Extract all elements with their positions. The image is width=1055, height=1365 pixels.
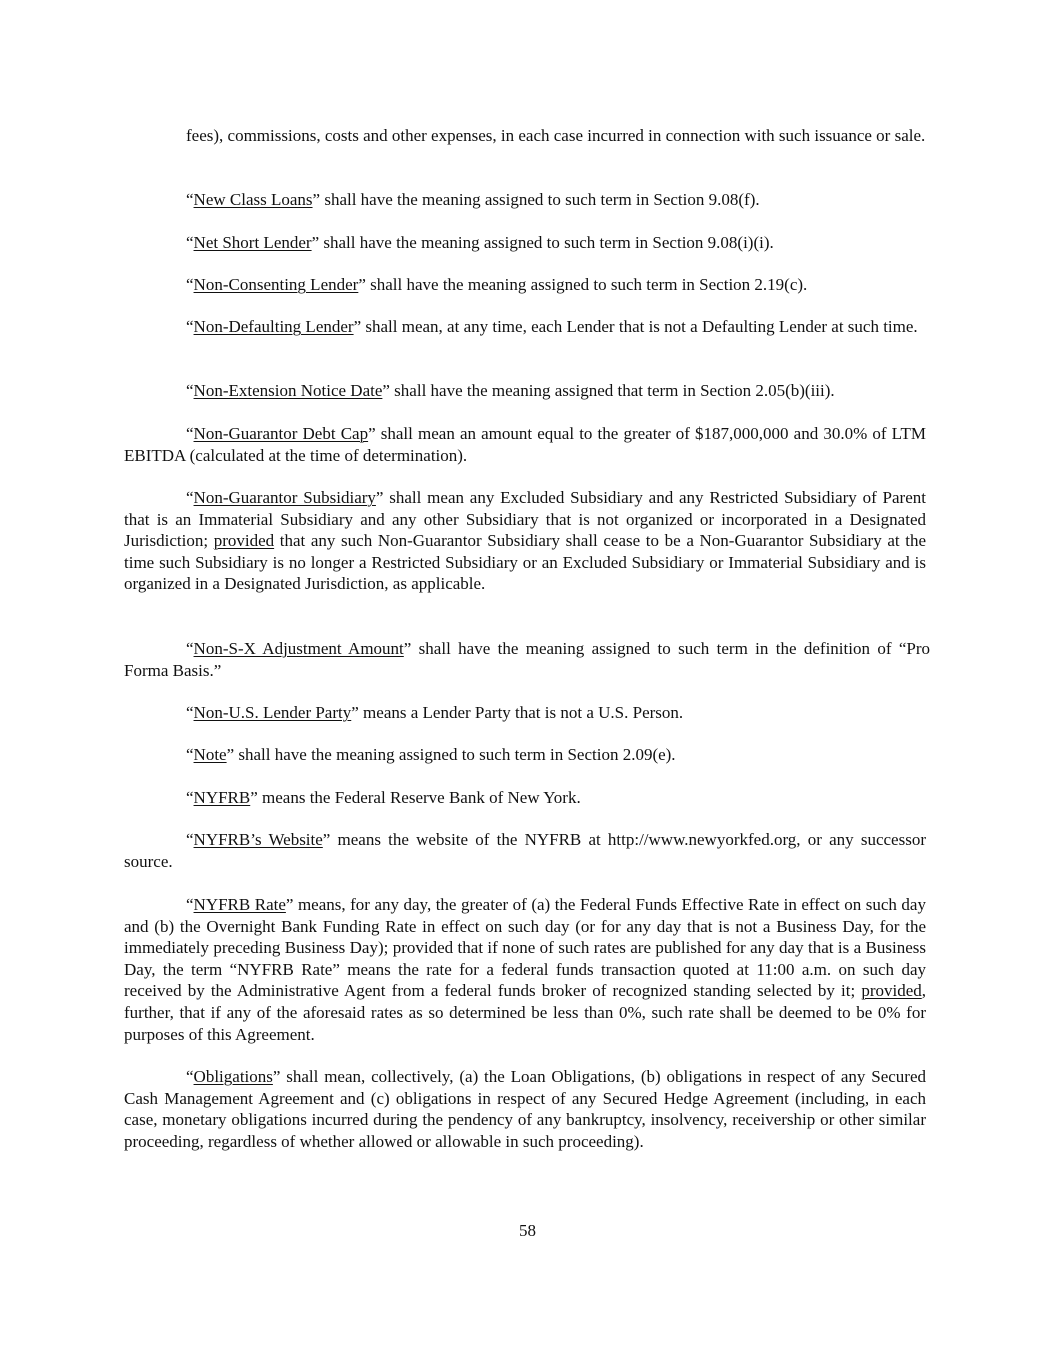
defined-term: Non-S-X Adjustment Amount	[193, 639, 404, 658]
page-number: 58	[519, 1221, 536, 1240]
defined-term: Non-U.S. Lender Party	[193, 703, 352, 722]
defined-term: Non-Defaulting Lender	[193, 317, 354, 336]
defined-term: Net Short Lender	[193, 233, 312, 252]
definition-non-us-lender-party: “Non-U.S. Lender Party” means a Lender Party that is not a U.S. Person.	[186, 703, 684, 722]
defined-term: Non-Guarantor Debt Cap	[193, 424, 369, 443]
defined-term: Non-Consenting Lender	[193, 275, 359, 294]
definition-nyfrb: “NYFRB” means the Federal Reserve Bank of New York.	[186, 788, 581, 807]
definition-nyfrb-rate: “NYFRB Rate” means, for any day, the greater of (a) the Federal Funds Effective Rate in effect on such day and (b) the Overnight Bank Funding Rate in effect on such day (or for any day that is not a Business Day, for the immediately preceding Business Day); provided that if none of such rates are published for any day that is a Business Day, the term “NYFRB Rate” means the rate for a federal funds transaction quoted at 11:00 a.m. on such day received by the Administrative Agent from a federal funds broker of recognized standing selected by it; provided, further, that if any of the aforesaid rates as so determined be less than 0%, such rate shall be deemed to be 0% for purposes of this Agreement.	[124, 895, 926, 1044]
provided-term: provided	[213, 531, 275, 551]
definition-obligations: “Obligations” shall mean, collectively, (a) the Loan Obligations, (b) obligations in respect of any Secured Cash Management Agreement and (c) obligations in respect of any Secured Hedge Agreement (including, in each case, monetary obligations incurred during the pendency of any bankruptcy, insolvency, receivership or other similar proceeding, regardless of whether allowed or allowable in such proceeding).	[124, 1067, 926, 1151]
defined-term: Non-Guarantor Subsidiary	[193, 488, 376, 507]
defined-term: NYFRB	[193, 788, 251, 807]
defined-term: Non-Extension Notice Date	[193, 381, 383, 400]
definition-non-extension-notice-date: “Non-Extension Notice Date” shall have the meaning assigned that term in Section 2.05(b)(iii).	[186, 381, 835, 400]
provided-term: provided	[861, 981, 922, 1001]
defined-term: Obligations	[193, 1067, 273, 1086]
definition-note: “Note” shall have the meaning assigned to such term in Section 2.09(e).	[186, 745, 676, 764]
definition-net-short-lender: “Net Short Lender” shall have the meaning assigned to such term in Section 9.08(i)(i).	[186, 233, 774, 252]
definition-non-consenting-lender: “Non-Consenting Lender” shall have the meaning assigned to such term in Section 2.19(c).	[186, 275, 808, 294]
definition-new-class-loans: “New Class Loans” shall have the meaning assigned to such term in Section 9.08(f).	[186, 190, 760, 209]
definition-non-guarantor-debt-cap: “Non-Guarantor Debt Cap” shall mean an amount equal to the greater of $187,000,000 and 30.0% of LTM EBITDA (calculated at the time of determination).	[124, 424, 927, 465]
defined-term: New Class Loans	[193, 190, 313, 209]
defined-term: Note	[193, 745, 227, 764]
definition-non-defaulting-lender: “Non-Defaulting Lender” shall mean, at any time, each Lender that is not a Defaulting Lender at such time.	[186, 317, 918, 336]
definition-non-guarantor-subsidiary: “Non-Guarantor Subsidiary” shall mean any Excluded Subsidiary and any Restricted Subsidiary of Parent that is an Immaterial Subsidiary and any other Subsidiary that is not organized or incorporated in a Designated Jurisdiction; provided that any such Non-Guarantor Subsidiary shall cease to be a Non-Guarantor Subsidiary at the time such Subsidiary is no longer a Restricted Subsidiary or an Excluded Subsidiary or Immaterial Subsidiary and is organized in a Designated Jurisdiction, as applicable.	[124, 488, 926, 594]
defined-term: NYFRB Rate	[193, 895, 286, 914]
continuation-paragraph: fees), commissions, costs and other expenses, in each case incurred in connection with such issuance or sale.	[186, 126, 926, 145]
defined-term: NYFRB’s Website	[193, 830, 323, 849]
definition-nyfrb-website: “NYFRB’s Website” means the website of the NYFRB at http://www.newyorkfed.org, or any successor source.	[124, 830, 926, 871]
definition-non-sx-adjustment-amount: “Non-S-X Adjustment Amount” shall have the meaning assigned to such term in the definition of “Pro Forma Basis.”	[124, 639, 930, 680]
